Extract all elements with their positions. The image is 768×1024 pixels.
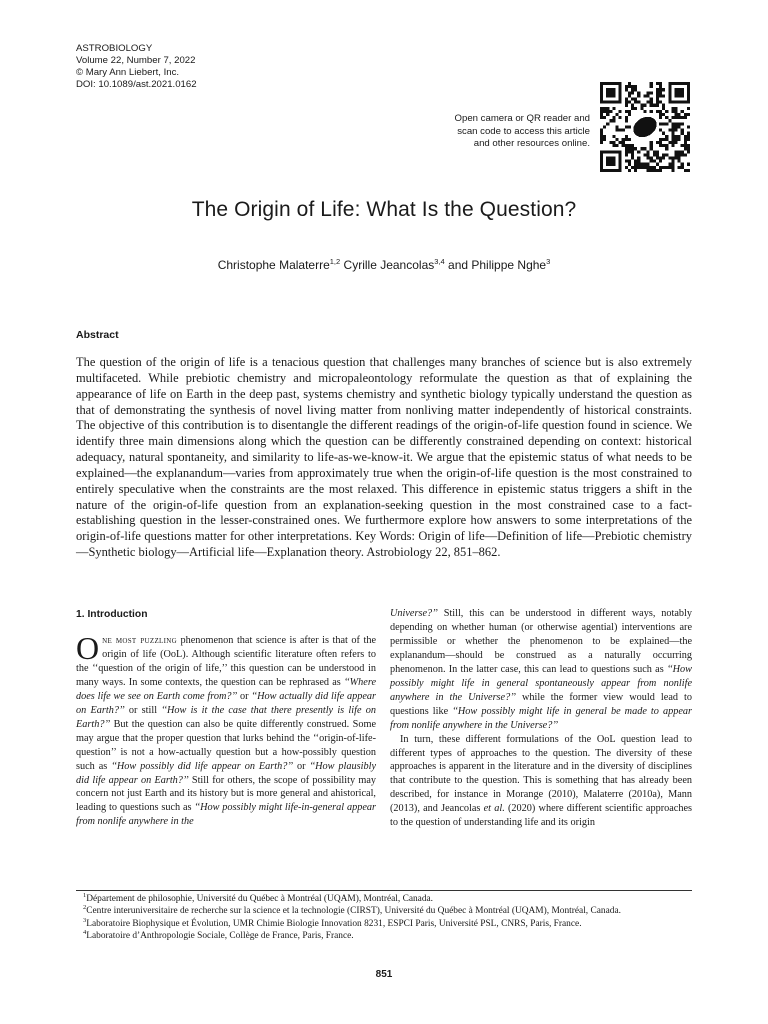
affiliation-footnotes [76,893,692,943]
text-run: But the question can also be quite differently construed. Some may argue that the proper question that lurks behind the ‘‘origin-of-life-question’’ is not a how-actually question but a how-possibly question such as [76,718,376,772]
italic-question: ‘‘How possibly did life appear on Earth?’’ [111,760,294,772]
author-affiliation: 1,2 [329,257,341,266]
text-run: phenomenon that science is after is that of the origin of life (OoL). Although scientific literature often refers to the ‘‘question of the origin of life,’’ this question can be understood in many ways. In some contexts, the question can be rephrased as [76,635,376,688]
qr-note-line-1: Open camera or QR reader and [454,113,590,124]
qr-note-line-3: and other resources online. [473,138,590,150]
article-title: The Origin of Life: What Is the Question? [191,198,577,221]
author-name: Christophe Malaterre [217,258,330,272]
journal-info [76,43,197,91]
footnote-number: 2 [83,904,87,912]
text-run: Still, this can be understood in different ways, notably depending on whether human (or otherwise agential) interventions are permissible or whether the phenomenon to be explained—the explanandum—should be construed as a naturally occurring phenomenon. In the latter case, this can lead to questions such as [390,608,692,675]
intro-paragraph-1-continued [390,607,692,733]
footnote-item [76,905,692,917]
footnote-text: Laboratoire Biophysique et Évolution, UMR Chimie Biologie Innovation 8231, ESPCI Paris, Université PSL, CNRS, Paris, France. [86,918,582,929]
text-run: or [237,690,252,702]
text-run: Still for others, the scope of possibility may concern not just Earth and its history but is more general and ahistorical, leading to questions such as [76,774,376,814]
footnote-item [76,930,692,942]
qr-code-icon[interactable] [600,82,690,172]
abstract-heading: Abstract [76,329,119,341]
body-column-left [76,630,376,829]
journal-copyright: © Mary Ann Liebert, Inc. [76,67,180,78]
footnote-text: Laboratoire d’Anthropologie Sociale, Collège de France, Paris, France. [86,931,354,942]
italic-question: ‘‘How possibly might life in general be made to appear from nonlife anywhere in the Universe?’’ [390,705,693,731]
journal-volume: Volume 22, Number 7, 2022 [76,55,196,66]
text-run: (2020) where different scientific approaches to the question of understanding life and its origin [390,803,692,829]
abstract-text: The question of the origin of life is a tenacious question that challenges many branches of science but is also extremely multifaceted. While prebiotic chemistry and micropaleontology reformulate the question as that of explaining the appearance of life on Earth in the deep past, systems chemistry and synthetic biology typically understand the question as that of demonstrating the synthesis of novel living matter from nonliving matter independently of historical constraints. The objective of this contribution is to disentangle the different readings of the origin-of-life question found in science. We identify three main dimensions along which the question can be differently constrained depending on context: historical adequacy, natural spontaneity, and similarity to life-as-we-know-it. We argue that the epistemic status of what needs to be explained—the explanandum—varies from approximately true when the origin-of-life question is the most constrained to entirely speculative when the constraints are the most relaxed. This difference in epistemic status triggers a shift in the nature of the origin-of-life question from an explanation-seeking question in the most constrained case to a fact-establishing question in the lesser-constrained ones. We furthermore explore how answers to some interpretations of the origin-of-life questions matter for other interpretations. Key Words: Origin of life—Definition of life—Prebiotic chemistry—Synthetic biology—Artificial life—Explanation theory. Astrobiology 22, 851–862. [76,355,692,560]
italic-question: ‘‘How possibly might life-in-general appear from nonlife anywhere in the [76,802,376,828]
qr-note-line-2: scan code to access this article [457,125,590,137]
intro-paragraph-1 [76,630,376,829]
italic-question: ‘‘How possibly might life in general spontaneously appear from nonlife anywhere in the Universe?’’ [390,663,692,703]
footnote-divider [76,890,692,891]
journal-doi[interactable]: DOI: 10.1089/ast.2021.0162 [76,79,197,90]
journal-name: ASTROBIOLOGY [76,43,153,54]
section-heading-introduction: 1. Introduction [76,609,148,620]
footnote-number: 3 [83,916,87,924]
footnote-text: Département de philosophie, Université du Québec à Montréal (UQAM), Montréal, Canada. [86,894,434,904]
footnote-item [76,893,692,905]
author-list [0,258,768,272]
italic-question: ‘‘How plausibly did life appear on Earth?’’ [76,760,376,786]
author-affiliation: 3 [546,257,551,266]
qr-note [330,113,590,151]
text-run: or [293,760,310,772]
text-run: or still [124,704,162,716]
italic-question: ‘‘How actually did life appear on Earth?’’ [76,690,376,716]
text-run: In turn, these different formulations of the OoL question lead to different types of approaches to the question. The diversity of these approaches is apparent in the literature and in the diversity of disciplines that contribute to the question. This is something that has already been described, for instance in Morange (2010), Malaterre (2010a), Mann (2013), and Jeancolas [390,733,692,815]
author-name: and Philippe Nghe [444,258,547,272]
italic-question: ‘‘Where does life we see on Earth come from?’’ [76,676,376,702]
intro-paragraph-2 [390,733,692,831]
italic-question: Universe?’’ [390,608,438,619]
lead-in-smallcaps: ne most puzzling [102,635,177,646]
footnote-number: 4 [83,929,87,937]
footnote-text: Centre interuniversitaire de recherche sur la science et la technologie (CIRST), Université du Québec à Montréal (UQAM), Montréal, Canada. [86,906,621,917]
italic-question: ‘‘How is it the case that there presently is life on Earth?’’ [76,704,376,730]
italic-question: et al. [483,803,505,815]
footnote-item [76,918,692,930]
footnote-number: 1 [83,892,87,899]
page-number: 851 [375,969,393,980]
text-run: while the former view would lead to questions like [390,691,693,717]
author-affiliation: 3,4 [434,257,445,266]
author-name: Cyrille Jeancolas [340,258,435,272]
drop-cap: O [76,630,100,666]
body-column-right [390,607,692,830]
